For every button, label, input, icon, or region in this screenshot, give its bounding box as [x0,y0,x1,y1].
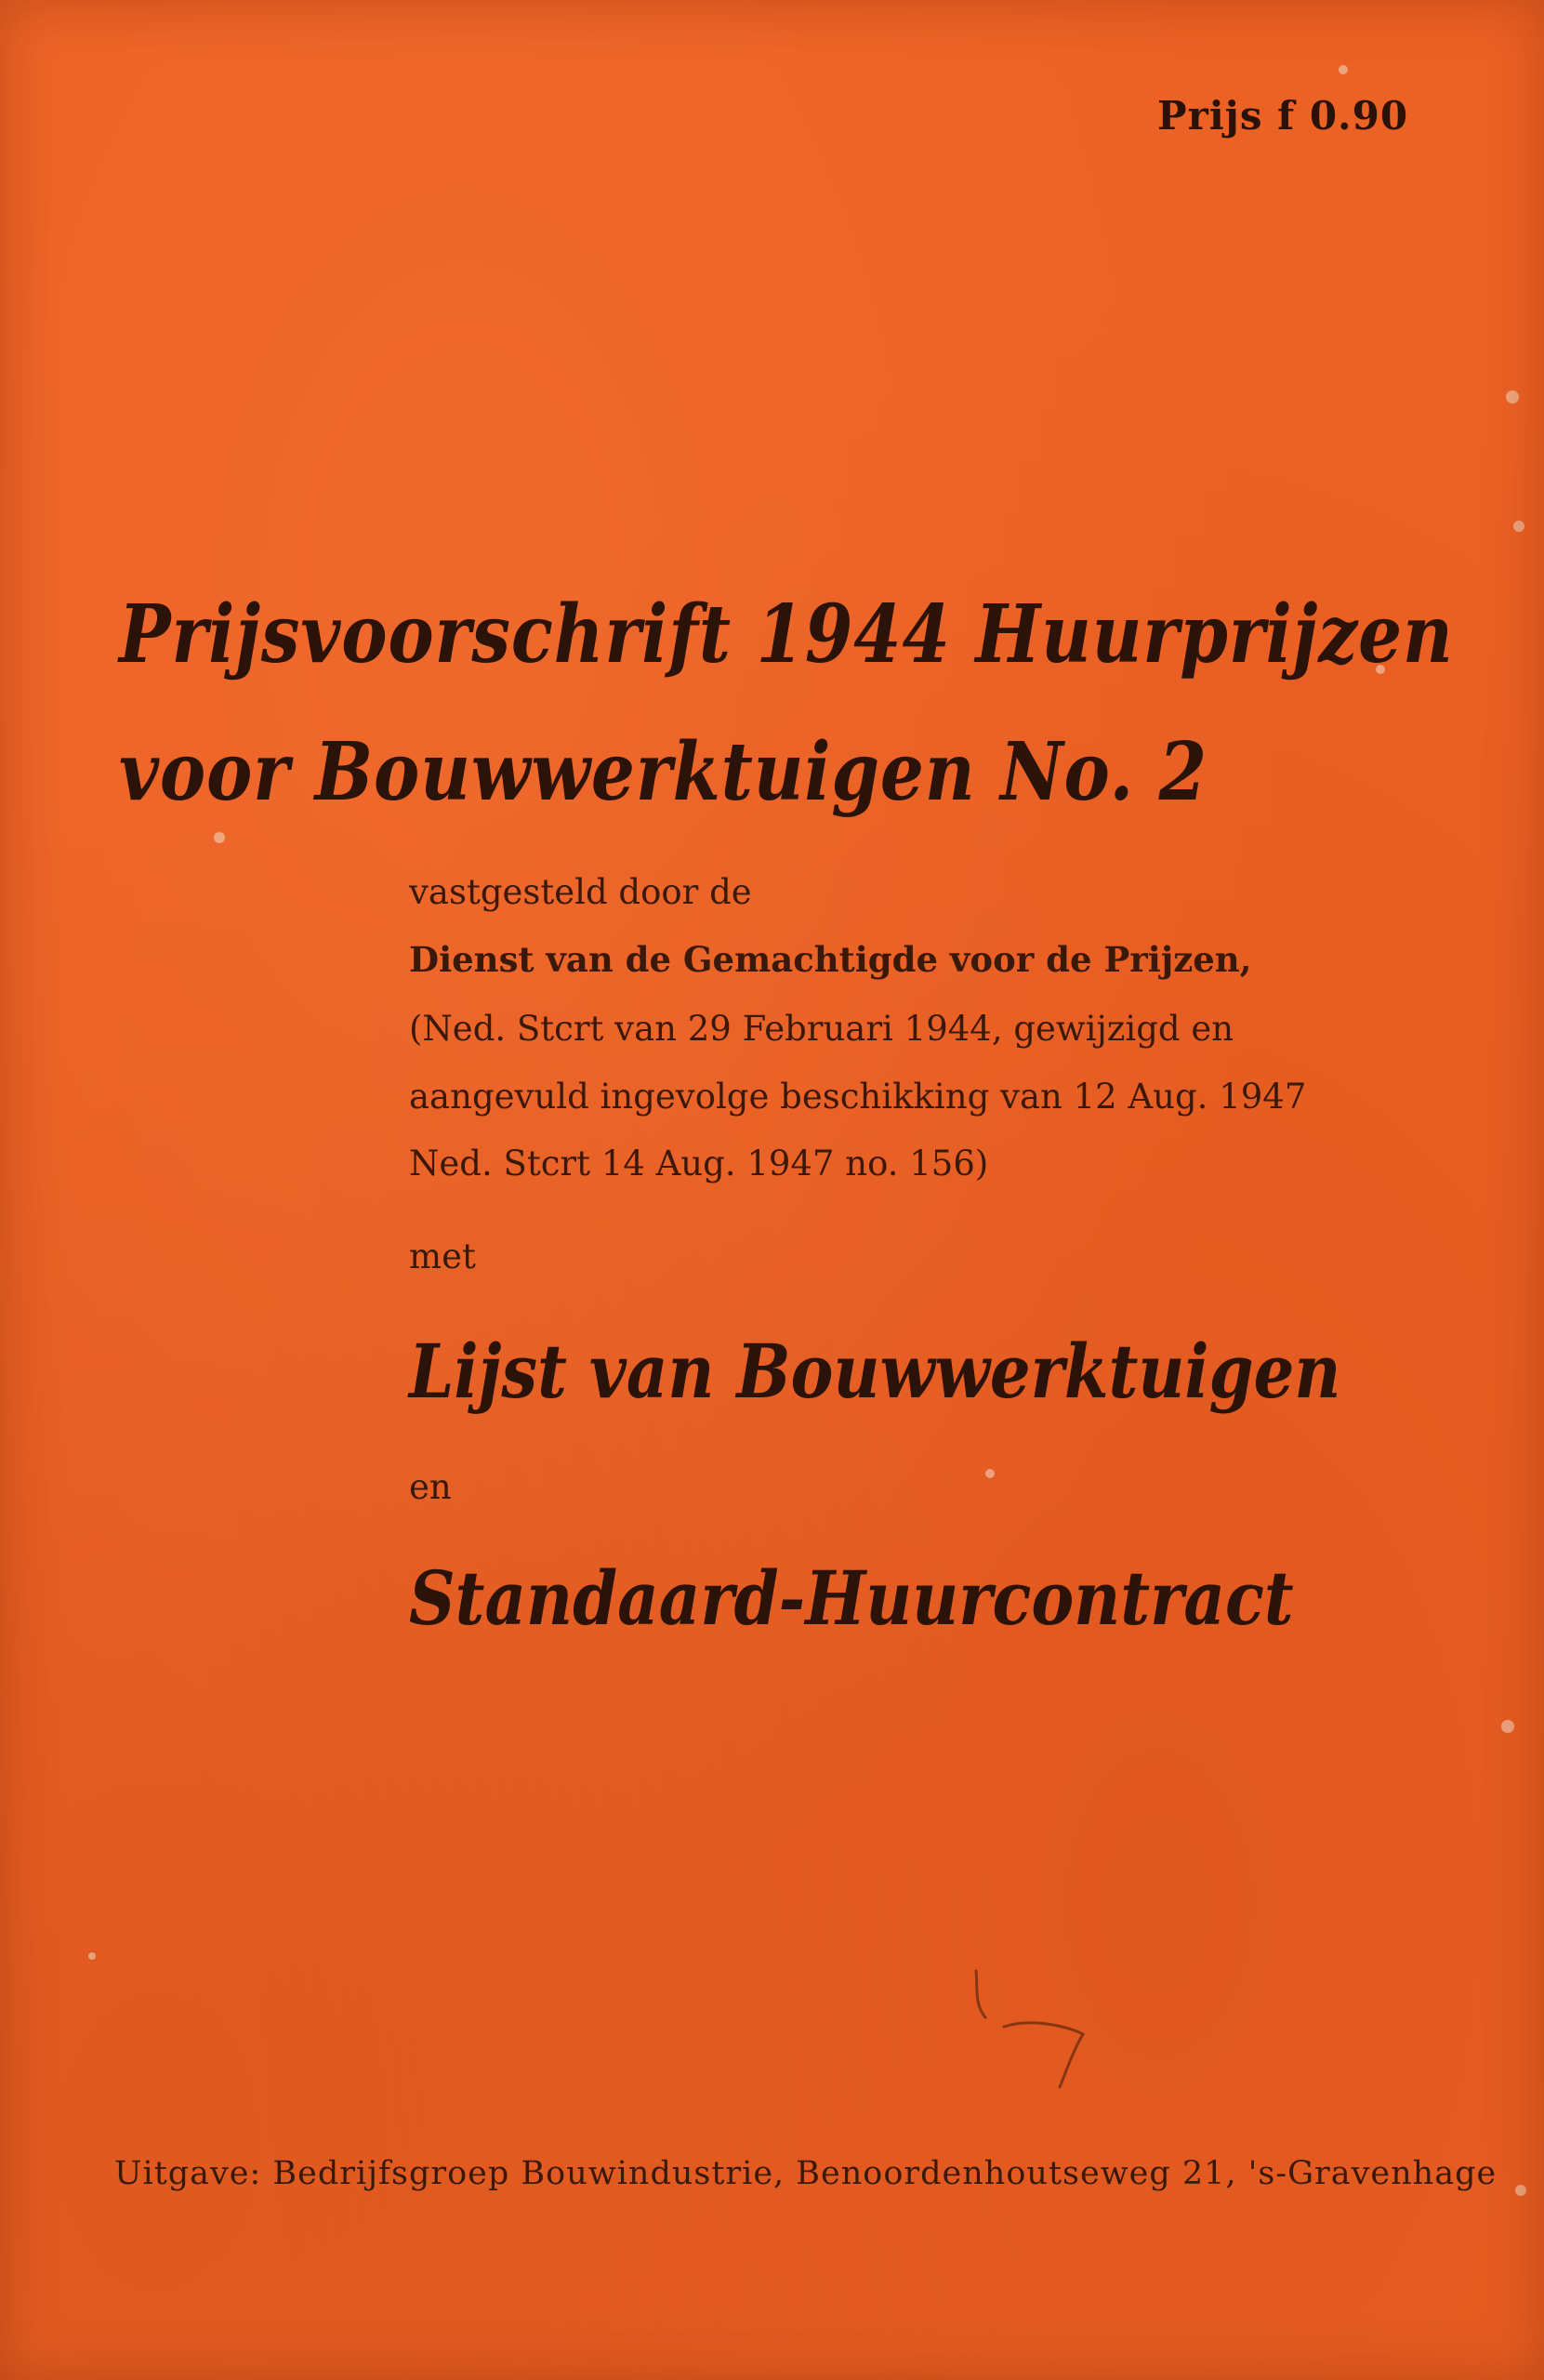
title-line-1: Prijsvoorschrift 1944 Huurprijzen [119,588,1454,681]
subtitle-list: Lijst van Bouwwerktuigen [409,1328,1341,1415]
conjunction-met: met [409,1236,476,1276]
paper-speck [88,1952,96,1960]
body-line-1: vastgesteld door de [409,872,752,912]
body-line-3: (Ned. Stcrt van 29 Februari 1944, gewijzigd en [409,1009,1234,1049]
price-label: Prijs f 0.90 [1157,93,1409,139]
paper-speck [1515,2185,1526,2196]
paper-speck [214,832,225,843]
body-line-4: aangevuld ingevolge beschikking van 12 Aug. 1947 [409,1077,1307,1117]
conjunction-en: en [409,1467,452,1507]
body-line-5: Ned. Stcrt 14 Aug. 1947 no. 156) [409,1144,989,1183]
publisher-line: Uitgave: Bedrijfsgroep Bouwindustrie, Benoordenhoutseweg 21, 's-Gravenhage [114,2155,1498,2192]
paper-speck [1339,65,1348,74]
body-line-2: Dienst van de Gemachtigde voor de Prijzen, [409,939,1252,980]
paper-speck [1513,521,1524,532]
paper-speck [1501,1720,1514,1733]
pencil-mark [957,1962,1106,2092]
subtitle-contract: Standaard-Huurcontract [409,1554,1294,1642]
paper-speck [1506,390,1519,403]
title-line-2: voor Bouwwerktuigen No. 2 [119,725,1207,819]
